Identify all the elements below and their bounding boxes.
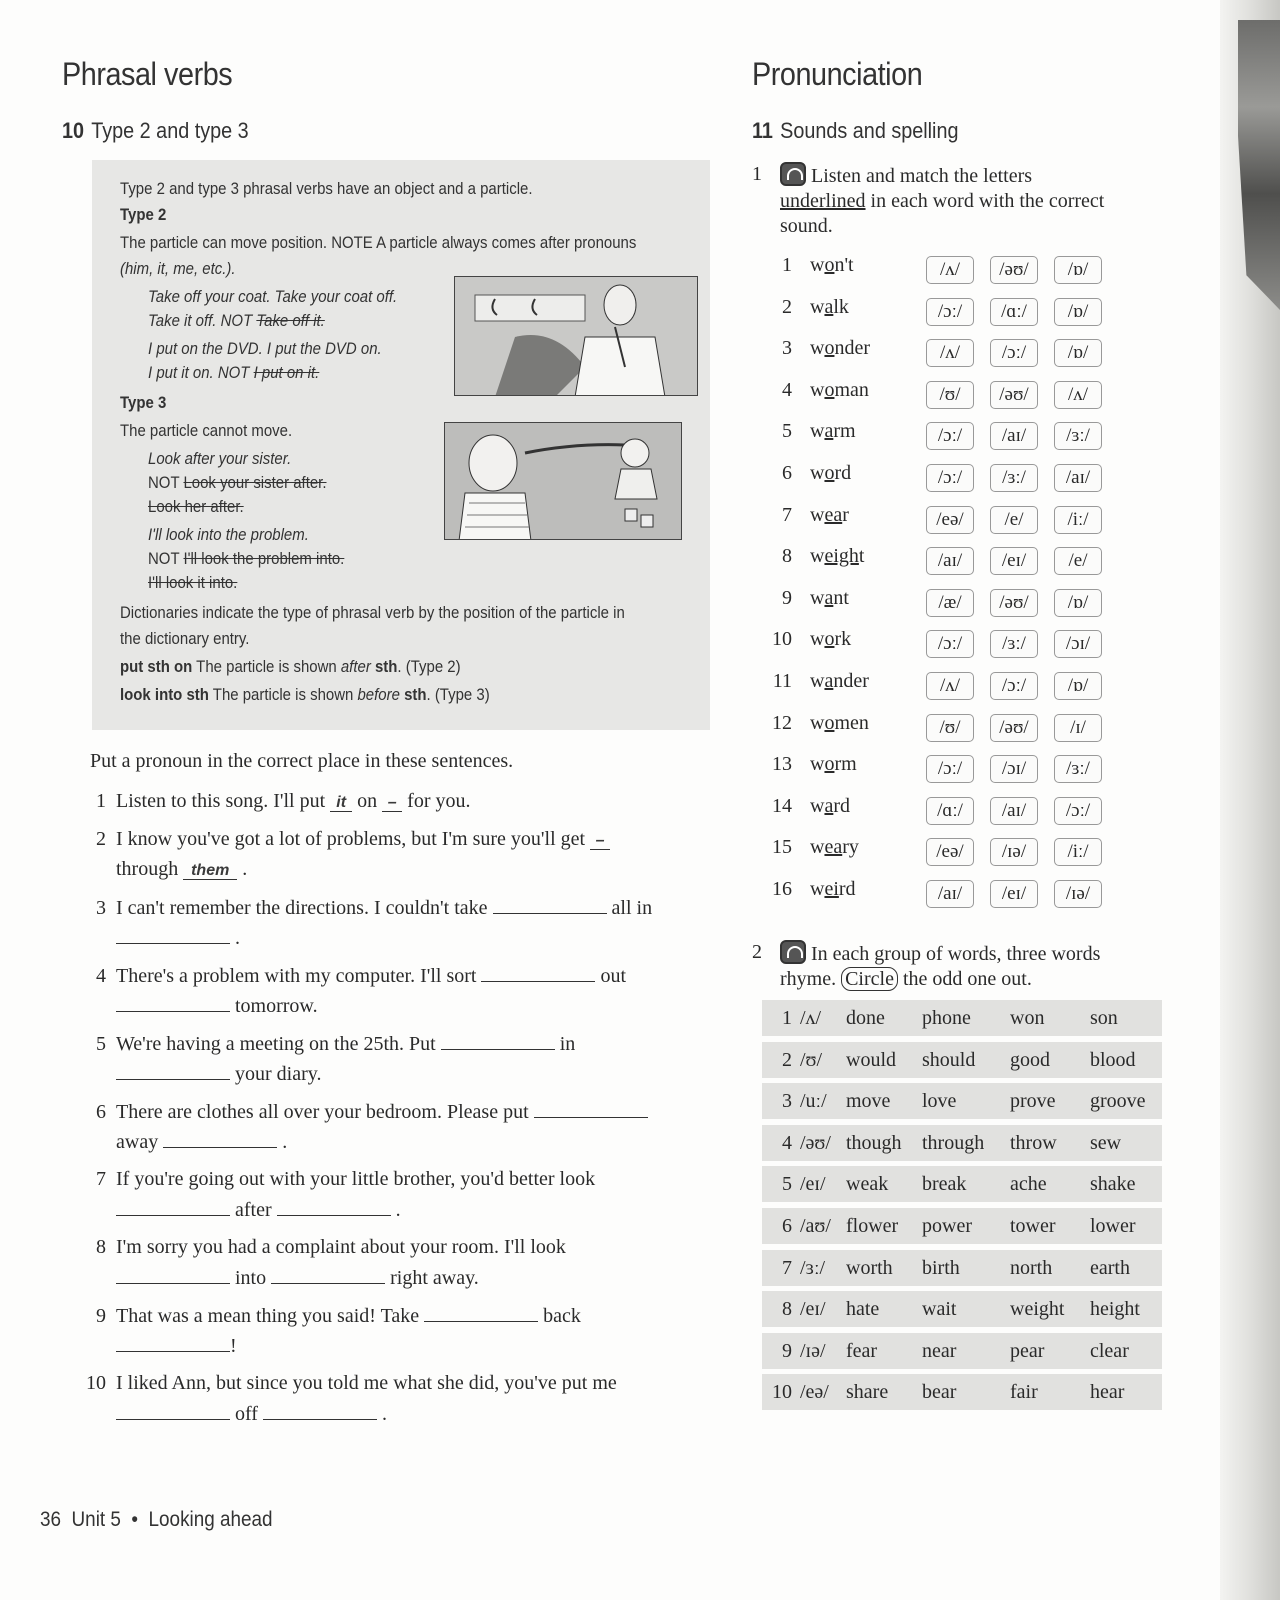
rhyme-word[interactable]: sew [1090, 1131, 1122, 1154]
word: work [810, 628, 852, 651]
sound-option[interactable]: /e/ [990, 506, 1038, 534]
answer-blank[interactable]: it [330, 794, 352, 812]
rhyme-row [762, 1042, 1162, 1078]
exercise-item-8-cont: into right away. [116, 1266, 479, 1290]
row-number: 10 [772, 628, 792, 651]
row-number: 7 [782, 503, 792, 526]
exercise-item-10: 10 I liked Ann, but since you told me what she did, you've put me [86, 1372, 617, 1394]
rhyme-row [762, 1208, 1162, 1244]
answer-blank[interactable] [116, 1334, 230, 1352]
exercise-item-5-cont: your diary. [116, 1062, 321, 1086]
answer-blank[interactable] [424, 1304, 538, 1322]
sound-option[interactable]: /eɪ/ [990, 547, 1038, 575]
section-title-phrasal-verbs: Phrasal verbs [62, 56, 233, 92]
answer-blank[interactable] [263, 1402, 377, 1420]
answer-blank[interactable] [493, 896, 607, 914]
sound-option[interactable]: /ʌ/ [926, 256, 974, 284]
rhyme-word[interactable]: weak [846, 1173, 889, 1196]
sound-option[interactable]: /əʊ/ [990, 381, 1038, 409]
sound-symbol: /ɜː/ [800, 1256, 826, 1279]
audio-icon[interactable] [780, 940, 806, 964]
sound-option[interactable]: /əʊ/ [990, 714, 1038, 742]
sound-option[interactable]: /əʊ/ [990, 256, 1038, 284]
rhyme-word[interactable]: break [922, 1173, 967, 1196]
exercise-item-2-cont: through them . [116, 858, 248, 880]
rhyme-row [762, 1083, 1162, 1119]
rhyme-word[interactable]: wait [922, 1298, 957, 1321]
rhyme-word[interactable]: height [1090, 1298, 1140, 1321]
word: weird [810, 878, 856, 900]
exercise-item-9-cont: ! [116, 1334, 237, 1358]
sound-option[interactable]: /ɑː/ [926, 797, 974, 825]
rhyme-row [762, 1374, 1162, 1410]
sound-option[interactable]: /ɑː/ [990, 298, 1038, 326]
rhyme-word[interactable]: groove [1090, 1090, 1146, 1113]
word: wander [810, 670, 869, 692]
rhyme-word[interactable]: prove [1010, 1090, 1056, 1113]
sound-option[interactable]: /ɜː/ [1054, 755, 1102, 783]
row-number: 8 [782, 545, 792, 568]
row-number: 16 [772, 878, 792, 900]
row-number: 3 [782, 337, 792, 360]
example-take-off: Take off your coat. Take your coat off. [148, 287, 398, 306]
rhyme-word[interactable]: shake [1090, 1173, 1136, 1196]
row-number: 6 [782, 462, 792, 484]
answer-blank[interactable] [534, 1100, 648, 1118]
rhyme-word[interactable]: north [1010, 1256, 1053, 1279]
type2-heading: Type 2 [120, 205, 167, 224]
word: woman [810, 378, 869, 401]
row-number: 2 [782, 295, 792, 318]
type3-rule: The particle cannot move. [120, 421, 293, 440]
type3-heading: Type 3 [120, 393, 167, 412]
sound-symbol: /eɪ/ [800, 1173, 826, 1196]
sound-option[interactable]: /ɒ/ [1054, 589, 1102, 617]
word: women [810, 711, 869, 734]
exercise-item-8: 8 I'm sorry you had a complaint about your room. I'll look [96, 1236, 566, 1258]
sound-symbol: /aʊ/ [800, 1215, 831, 1237]
rhyme-word[interactable]: done [846, 1007, 885, 1029]
rhyme-word[interactable]: near [922, 1339, 957, 1362]
rhyme-word[interactable]: ache [1010, 1173, 1047, 1196]
sound-option[interactable]: /eə/ [926, 838, 974, 866]
exercise-item-5: 5 We're having a meeting on the 25th. Put in [96, 1033, 576, 1055]
answer-blank[interactable] [116, 1198, 230, 1216]
row-number: 4 [782, 378, 792, 401]
example-look-it-into-wrong: I'll look it into. [148, 573, 238, 592]
word: wonder [810, 337, 870, 360]
rhyme-word[interactable]: worth [846, 1256, 893, 1279]
rhyme-word[interactable]: through [922, 1131, 985, 1154]
sound-symbol: /ʊ/ [800, 1048, 823, 1071]
exercise-item-6-cont: away . [116, 1131, 288, 1153]
rhyme-word[interactable]: fair [1010, 1381, 1038, 1404]
word: won't [810, 254, 854, 276]
rhyme-word[interactable]: love [922, 1090, 957, 1113]
sound-option[interactable]: /əʊ/ [990, 589, 1038, 617]
answer-blank[interactable] [163, 1130, 277, 1148]
example-look-after: Look after your sister. [148, 449, 292, 468]
sound-option[interactable]: /ɔː/ [1054, 797, 1102, 825]
sound-symbol: /ʌ/ [800, 1007, 822, 1029]
part1-instruction: Listen and match the letters underlined in each word with the correct sound. [780, 162, 1180, 239]
sound-option[interactable]: /aɪ/ [990, 422, 1038, 450]
row-number: 1 [782, 1007, 792, 1029]
row-number: 11 [772, 670, 792, 692]
example-look-into: I'll look into the problem. [148, 525, 309, 544]
rhyme-row [762, 1166, 1162, 1202]
row-number: 10 [772, 1381, 792, 1404]
answer-blank[interactable] [441, 1032, 555, 1050]
sound-option[interactable]: /ɔː/ [926, 464, 974, 492]
sound-option[interactable]: /ʌ/ [1054, 381, 1102, 409]
answer-blank[interactable]: – [590, 832, 610, 850]
exercise-item-9: 9 That was a mean thing you said! Take back [96, 1305, 581, 1327]
row-number: 4 [782, 1131, 792, 1154]
sound-option[interactable]: /ɪ/ [1054, 714, 1102, 742]
answer-blank[interactable] [116, 1266, 230, 1284]
rhyme-word[interactable]: hate [846, 1298, 880, 1321]
sound-option[interactable]: /aɪ/ [990, 797, 1038, 825]
row-number: 5 [782, 420, 792, 443]
sound-symbol: /ɪə/ [800, 1339, 826, 1362]
part2-number: 2 [752, 941, 762, 963]
exercise-item-2: 2 I know you've got a lot of problems, but I'm sure you'll get – [80, 828, 610, 851]
sound-option[interactable]: /ɔː/ [926, 630, 974, 658]
row-number: 8 [782, 1298, 792, 1321]
rhyme-word[interactable]: throw [1010, 1131, 1057, 1154]
row-number: 13 [772, 753, 792, 776]
sound-option[interactable]: /eə/ [926, 506, 974, 534]
exercise-item-3: 3 I can't remember the directions. I couldn't take all in [96, 897, 653, 919]
sound-option[interactable]: /ɒ/ [1054, 298, 1102, 326]
rhyme-word[interactable]: good [1010, 1048, 1050, 1071]
row-number: 7 [782, 1256, 792, 1279]
rhyme-word[interactable]: though [846, 1131, 902, 1154]
rhyme-word[interactable]: would [846, 1048, 896, 1071]
rhyme-word[interactable]: bear [922, 1381, 957, 1404]
word: weight [810, 545, 865, 568]
row-number: 3 [782, 1090, 792, 1113]
sound-option[interactable]: /ʌ/ [926, 339, 974, 367]
exercise-item-7-cont: after . [116, 1198, 401, 1222]
rhyme-row [762, 1125, 1162, 1161]
rhyme-word[interactable]: move [846, 1090, 891, 1113]
sound-option[interactable]: /aɪ/ [1054, 464, 1102, 492]
word: weary [810, 836, 859, 859]
entry-look-into-sth: look into sth The particle is shown before sth. (Type 3) [120, 685, 490, 704]
row-number: 2 [782, 1048, 792, 1071]
rhyme-word[interactable]: birth [922, 1256, 960, 1279]
exercise-item-6: 6 There are clothes all over your bedroom. Please put [80, 1100, 648, 1124]
row-number: 6 [782, 1215, 792, 1237]
sound-option[interactable]: /ʌ/ [926, 672, 974, 700]
word: warm [810, 420, 856, 443]
answer-blank[interactable] [116, 994, 230, 1012]
rhyme-row [762, 1333, 1162, 1369]
example-look-into-wrong: NOT I'll look the problem into. [148, 549, 345, 568]
row-number: 9 [782, 586, 792, 609]
example-take-it-off: Take it off. NOT Take off it. [148, 311, 325, 330]
part2-instruction: In each group of words, three words rhyme. Circle the odd one out. [780, 940, 1180, 992]
example-look-after-wrong: NOT Look your sister after. [148, 473, 327, 492]
answer-blank[interactable]: them [183, 862, 237, 880]
row-number: 5 [782, 1173, 792, 1196]
page-footer [40, 1508, 273, 1532]
sound-symbol: /eə/ [800, 1381, 829, 1404]
sound-option[interactable]: /ɔː/ [926, 755, 974, 783]
rhyme-word[interactable]: tower [1010, 1215, 1056, 1237]
rhyme-word[interactable]: blood [1090, 1048, 1136, 1071]
sound-option[interactable]: /ɒ/ [1054, 339, 1102, 367]
audio-icon[interactable] [780, 162, 806, 186]
exercise-item-10-cont: off . [116, 1402, 387, 1426]
rhyme-word[interactable]: fear [846, 1339, 878, 1362]
sound-option[interactable]: /e/ [1054, 547, 1102, 575]
sound-option[interactable]: /ɒ/ [1054, 672, 1102, 700]
footer-bullet: • [131, 1508, 139, 1531]
exercise-item-3-cont: . [116, 926, 240, 950]
dictionary-note-cont: the dictionary entry. [120, 629, 250, 648]
rhyme-word[interactable]: weight [1010, 1298, 1065, 1321]
answer-blank[interactable] [277, 1198, 391, 1216]
exercise-item-7: 7 If you're going out with your little brother, you'd better look [96, 1168, 596, 1190]
answer-blank[interactable] [271, 1266, 385, 1284]
rhyme-word[interactable]: won [1010, 1007, 1045, 1029]
rhyme-word[interactable]: pear [1010, 1339, 1045, 1362]
word: wear [810, 503, 849, 526]
unit-label: Unit 5 [71, 1508, 121, 1531]
row-number: 12 [772, 711, 792, 734]
sound-option[interactable]: /ʊ/ [926, 714, 974, 742]
sound-option[interactable]: /ɔː/ [926, 298, 974, 326]
sound-option[interactable]: /ɔː/ [990, 672, 1038, 700]
sound-option[interactable]: /ɪə/ [990, 838, 1038, 866]
exercise-11-heading: 11 Sounds and spelling [752, 118, 959, 143]
exercise-item-4: 4 There's a problem with my computer. I'll sort out [96, 965, 627, 987]
rhyme-word[interactable]: share [846, 1381, 889, 1404]
unit-section: Looking ahead [148, 1508, 273, 1531]
rhyme-word[interactable]: son [1090, 1007, 1118, 1029]
word: worm [810, 753, 857, 776]
type2-rule-cont: (him, it, me, etc.). [120, 259, 236, 278]
answer-blank[interactable] [116, 1062, 230, 1080]
rhyme-word[interactable]: should [922, 1048, 976, 1071]
example-put-it-on: I put it on. NOT I put on it. [148, 363, 320, 382]
sound-symbol: /eɪ/ [800, 1298, 826, 1321]
sound-option[interactable]: /ɔː/ [926, 422, 974, 450]
sound-option[interactable]: /ɔɪ/ [990, 755, 1038, 783]
row-number: 1 [782, 254, 792, 276]
sound-option[interactable]: /iː/ [1054, 506, 1102, 534]
word: want [810, 586, 849, 609]
sound-option[interactable]: /ɔɪ/ [1054, 630, 1102, 658]
sound-option[interactable]: /aɪ/ [926, 880, 974, 908]
word: walk [810, 295, 849, 318]
illustration-man-taking-off-coat [454, 276, 698, 396]
rhyme-word[interactable]: lower [1090, 1215, 1136, 1237]
rhyme-word[interactable]: hear [1090, 1381, 1125, 1404]
illustration-boy-pointing-at-baby [444, 422, 682, 540]
rhyme-row [762, 1250, 1162, 1286]
example-look-her-after-wrong: Look her after. [148, 497, 244, 516]
exercise-10-instruction: Put a pronoun in the correct place in these sentences. [90, 750, 514, 772]
rhyme-word[interactable]: phone [922, 1007, 971, 1029]
page-number: 36 [40, 1508, 62, 1531]
answer-blank[interactable] [116, 926, 230, 944]
sound-option[interactable]: /ʊ/ [926, 381, 974, 409]
exercise-item-1: 1 Listen to this song. I'll put it on – for you. [96, 790, 471, 812]
grammar-box [92, 160, 710, 730]
sound-option[interactable]: /ɜː/ [990, 630, 1038, 658]
sound-option[interactable]: /eɪ/ [990, 880, 1038, 908]
answer-blank[interactable]: – [382, 794, 402, 812]
row-number: 9 [782, 1339, 792, 1362]
example-put-on-dvd: I put on the DVD. I put the DVD on. [148, 339, 382, 358]
box-intro: Type 2 and type 3 phrasal verbs have an object and a particle. [120, 179, 533, 198]
word: word [810, 462, 852, 484]
row-number: 14 [772, 794, 792, 817]
sound-option[interactable]: /ɔː/ [990, 339, 1038, 367]
section-title-pronunciation: Pronunciation [752, 56, 923, 92]
rhyme-word[interactable]: clear [1090, 1339, 1129, 1362]
rhyme-word[interactable]: flower [846, 1215, 899, 1237]
sound-option[interactable]: /ɜː/ [1054, 422, 1102, 450]
row-number: 15 [772, 836, 792, 859]
sound-option[interactable]: /ɪə/ [1054, 880, 1102, 908]
word: ward [810, 794, 851, 817]
sound-option[interactable]: /ɜː/ [990, 464, 1038, 492]
answer-blank[interactable] [116, 1402, 230, 1420]
rhyme-row [762, 1291, 1162, 1327]
sound-symbol: /uː/ [800, 1090, 827, 1113]
entry-put-sth-on: put sth on The particle is shown after sth. (Type 2) [120, 657, 461, 676]
exercise-item-4-cont: tomorrow. [116, 994, 318, 1018]
exercise-10-heading: 10 Type 2 and type 3 [62, 118, 249, 143]
sound-symbol: /əʊ/ [800, 1131, 831, 1154]
rhyme-row [762, 1000, 1162, 1036]
answer-blank[interactable] [481, 964, 595, 982]
sound-option[interactable]: /æ/ [926, 589, 974, 617]
sound-option[interactable]: /ɒ/ [1054, 256, 1102, 284]
part1-number: 1 [752, 163, 762, 185]
sound-option[interactable]: /aɪ/ [926, 547, 974, 575]
rhyme-word[interactable]: earth [1090, 1256, 1130, 1279]
type2-rule: The particle can move position. NOTE A particle always comes after pronouns [120, 233, 637, 252]
dictionary-note: Dictionaries indicate the type of phrasal verb by the position of the particle in [120, 603, 625, 622]
sound-option[interactable]: /iː/ [1054, 838, 1102, 866]
rhyme-word[interactable]: power [922, 1215, 972, 1237]
